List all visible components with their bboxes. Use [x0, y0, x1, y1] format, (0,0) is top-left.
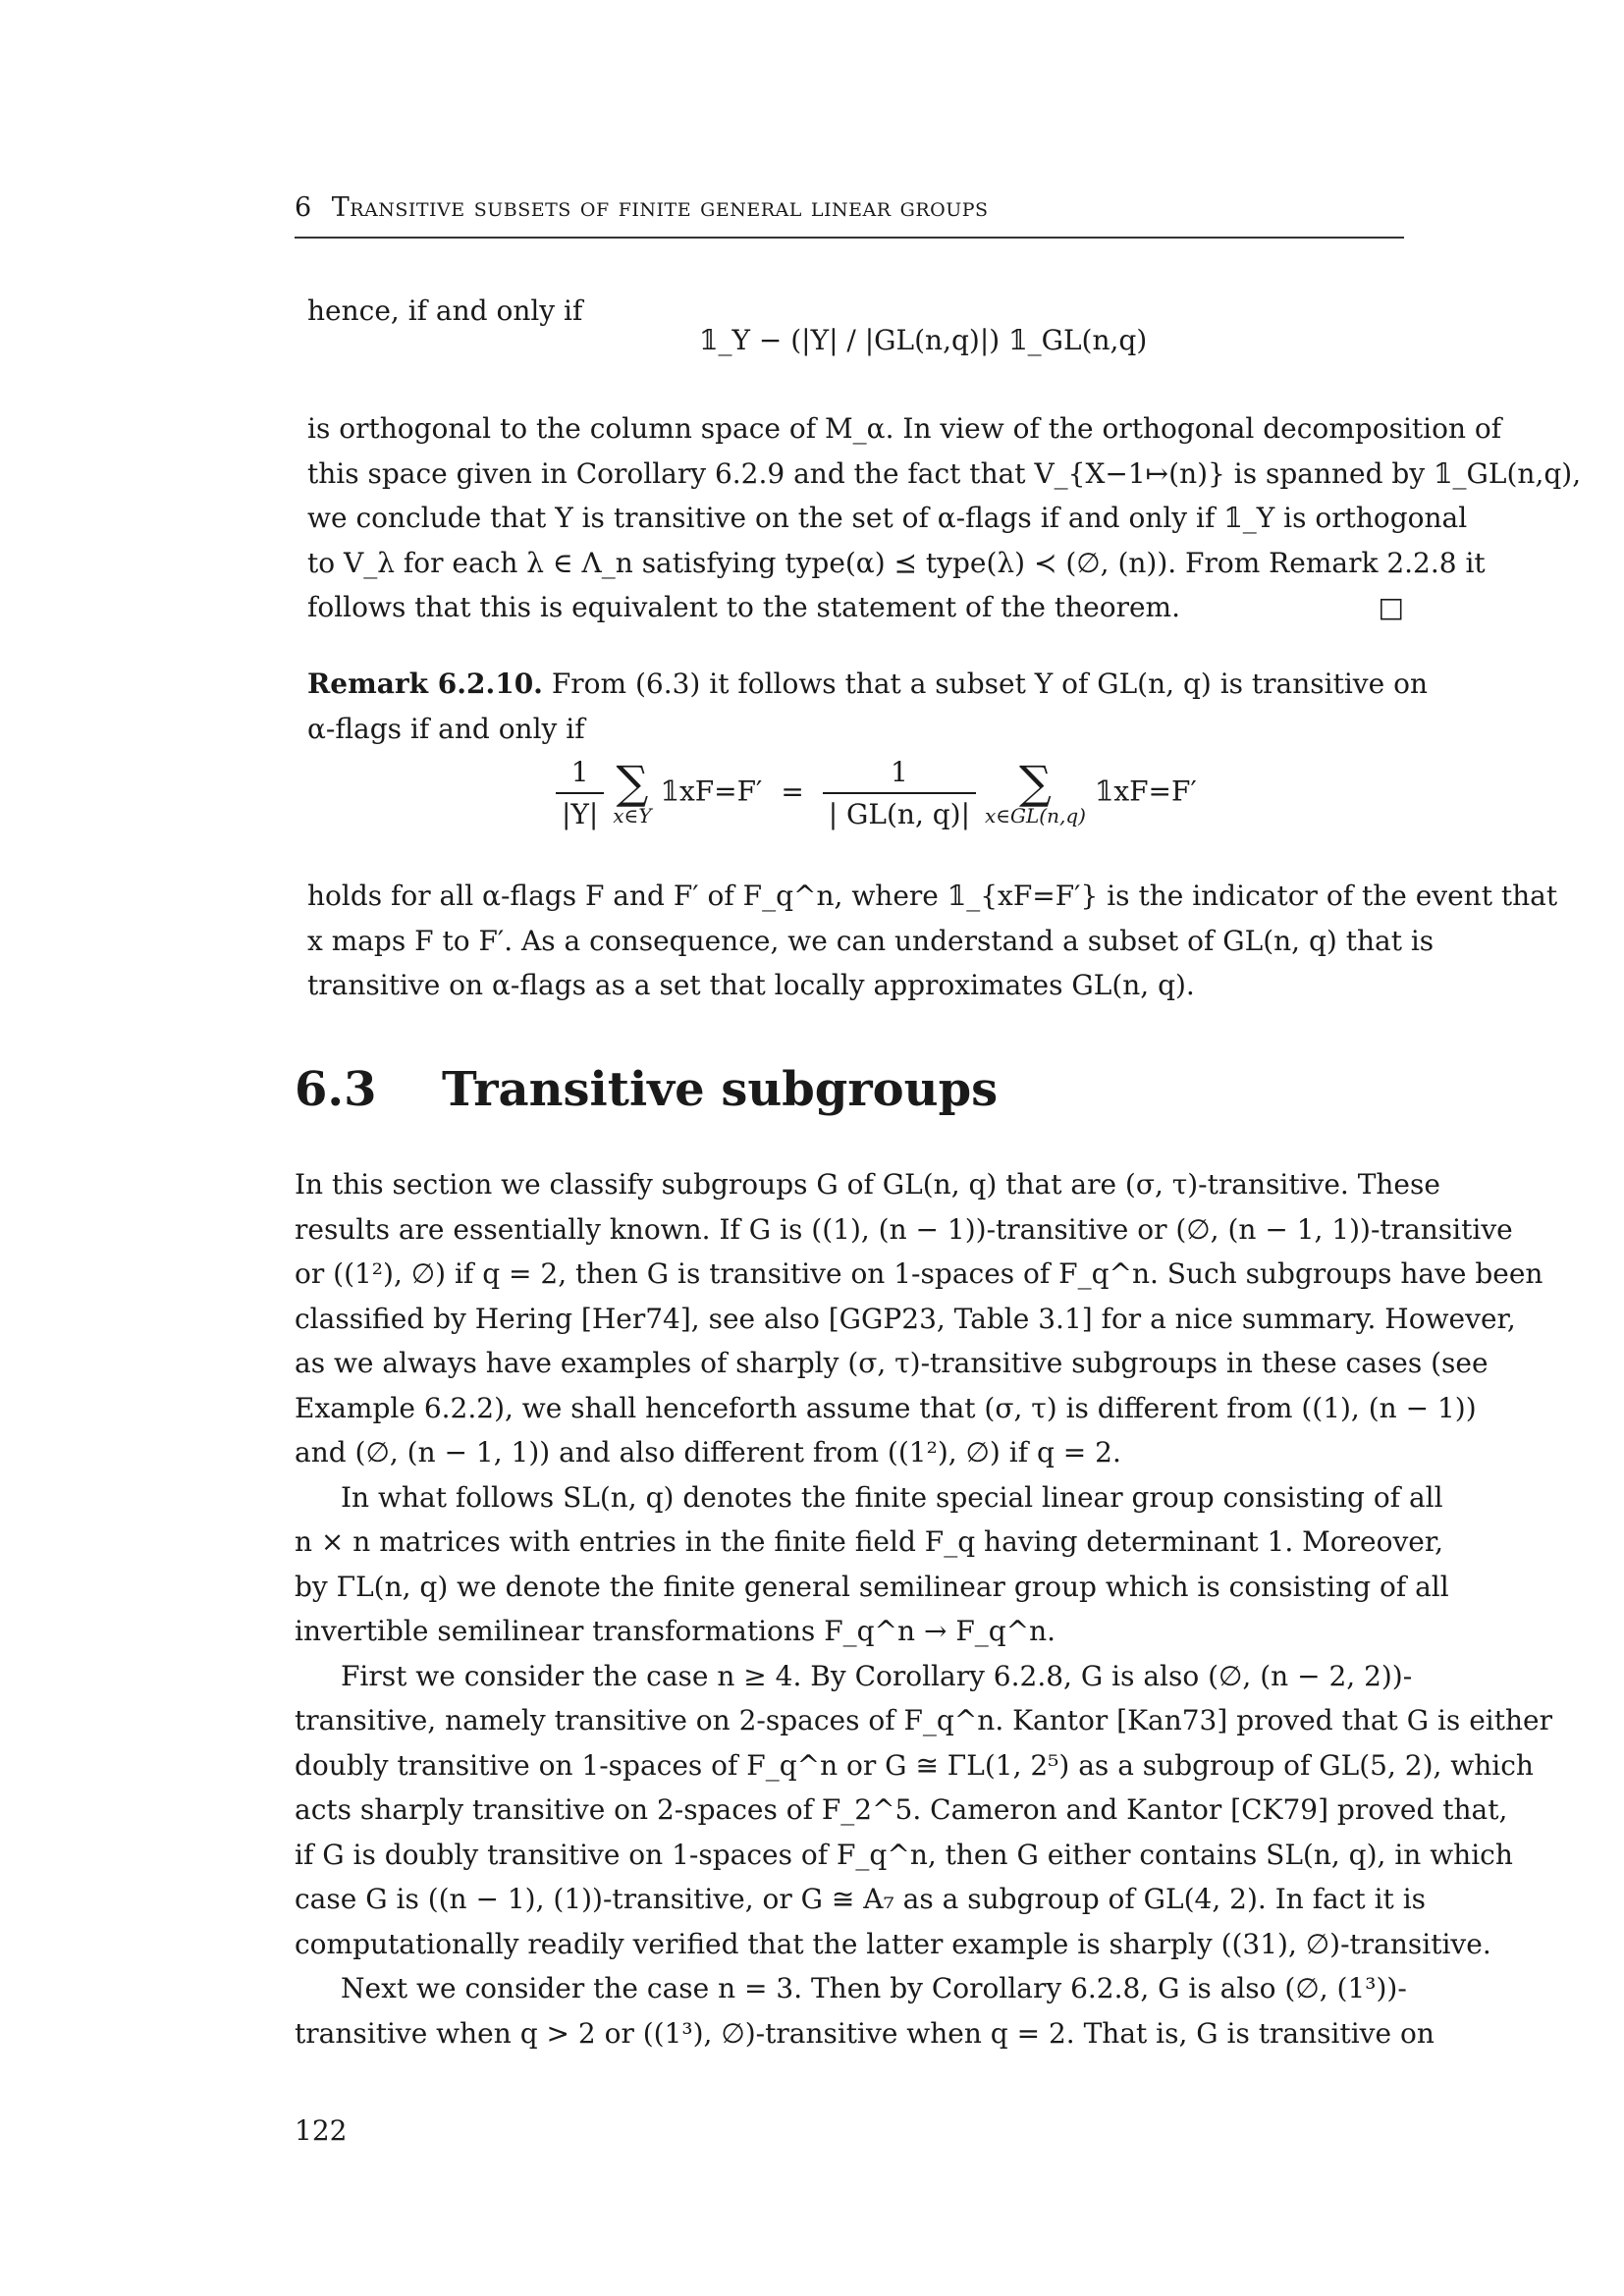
text-line: transitive on α-flags as a set that locally approximates GL(n, q). [307, 969, 1195, 1001]
text-line: to V_λ for each λ ∈ Λ_n satisfying type(α) ⪯ type(λ) ≺ (∅, (n)). From Remark 2.2.8 it [307, 546, 1486, 579]
text-line: doubly transitive on 1-spaces of F_q^n or G ≅ ΓL(1, 2⁵) as a subgroup of GL(5, 2), which [295, 1748, 1534, 1782]
qed-symbol: □ [1378, 591, 1404, 623]
text-line: case G is ((n − 1), (1))-transitive, or G ≅ A₇ as a subgroup of GL(4, 2). In fact it is [295, 1883, 1427, 1915]
remark-continuation [307, 874, 1558, 1008]
display-equation-indicator: 𝟙_Y − (|Y| / |GL(n,q)|) 𝟙_GL(n,q) [699, 324, 1148, 356]
text-line: this space given in Corollary 6.2.9 and the fact that V_{X−1↦(n)} is spanned by 𝟙_GL(n,q), [307, 456, 1582, 490]
proof-body [307, 406, 1582, 630]
text-line: classified by Hering [Her74], see also [GGP23, Table 3.1] for a nice summary. However, [295, 1302, 1516, 1335]
chapter-title: Transitive subsets of finite general linear groups [331, 192, 989, 223]
text-line: if G is doubly transitive on 1-spaces of F_q^n, then G either contains SL(n, q), in which [295, 1838, 1513, 1871]
text-line: x maps F to F′. As a consequence, we can understand a subset of GL(n, q) that is [307, 924, 1435, 957]
text-line: and (∅, (n − 1, 1)) and also different from ((1²), ∅) if q = 2. [295, 1436, 1121, 1468]
proof-intro: hence, if and only if [307, 294, 583, 327]
section-body [295, 1162, 1552, 2056]
text-line: n × n matrices with entries in the finite field F_q having determinant 1. Moreover, [295, 1525, 1444, 1558]
text-line: Example 6.2.2), we shall henceforth assume that (σ, τ) is different from ((1), (n − 1)) [295, 1391, 1477, 1424]
section-heading [295, 1062, 998, 1117]
remark: Remark 6.2.10. From (6.3) it follows that a subset Y of GL(n, q) is transitive on α-flags if and only if [307, 667, 1428, 745]
text-line: results are essentially known. If G is ((1), (n − 1))-transitive or (∅, (n − 1, 1))-transitive [295, 1212, 1513, 1246]
text-line: In this section we classify subgroups G of GL(n, q) that are (σ, τ)-transitive. These [295, 1168, 1440, 1201]
running-header [295, 192, 1404, 239]
text-line: we conclude that Y is transitive on the set of α-flags if and only if 𝟙_Y is orthogonal [307, 502, 1468, 534]
text-line: or ((1²), ∅) if q = 2, then G is transitive on 1-spaces of F_q^n. Such subgroups have been [295, 1257, 1543, 1290]
text-line: holds for all α-flags F and F′ of F_q^n, where 𝟙_{xF=F′} is the indicator of the event that [307, 880, 1558, 912]
chapter-number: 6 [295, 192, 312, 223]
text-line: transitive, namely transitive on 2-spaces of F_q^n. Kantor [Kan73] proved that G is either [295, 1704, 1552, 1736]
text-line: First we consider the case n ≥ 4. By Corollary 6.2.8, G is also (∅, (n − 2, 2))- [341, 1659, 1413, 1692]
text-line: Next we consider the case n = 3. Then by Corollary 6.2.8, G is also (∅, (1³))- [341, 1972, 1407, 2004]
text-line: is orthogonal to the column space of M_α. In view of the orthogonal decomposition of [307, 412, 1502, 445]
section-number: 6.3 [295, 1062, 377, 1117]
text-line: follows that this is equivalent to the statement of the theorem. □ [307, 585, 1404, 630]
text-line: computationally readily verified that the latter example is sharply ((31), ∅)-transitive. [295, 1927, 1491, 1960]
text-line: by ΓL(n, q) we denote the finite general semilinear group which is consisting of all [295, 1570, 1449, 1603]
page-number: 122 [295, 2114, 348, 2147]
text-line: In what follows SL(n, q) denotes the finite special linear group consisting of all [341, 1480, 1443, 1514]
text-line: acts sharply transitive on 2-spaces of F_2^5. Cameron and Kantor [CK79] proved that, [295, 1793, 1508, 1826]
text-line: as we always have examples of sharply (σ, τ)-transitive subgroups in these cases (see [295, 1347, 1489, 1379]
section-title: Transitive subgroups [442, 1062, 999, 1117]
remark-label: Remark 6.2.10. [307, 667, 543, 700]
text-line: transitive when q > 2 or ((1³), ∅)-transitive when q = 2. That is, G is transitive on [295, 2016, 1435, 2050]
remark-equation: $\frac{1}{|Y|}$ ∑ x∈Y 𝟙xF=F′ = $\frac{1}{| GL(n, q)|}$ ∑ x∈GL(n,q) 𝟙xF=F′ [556, 756, 1197, 830]
text-line: invertible semilinear transformations F_q^n → F_q^n. [295, 1615, 1056, 1647]
